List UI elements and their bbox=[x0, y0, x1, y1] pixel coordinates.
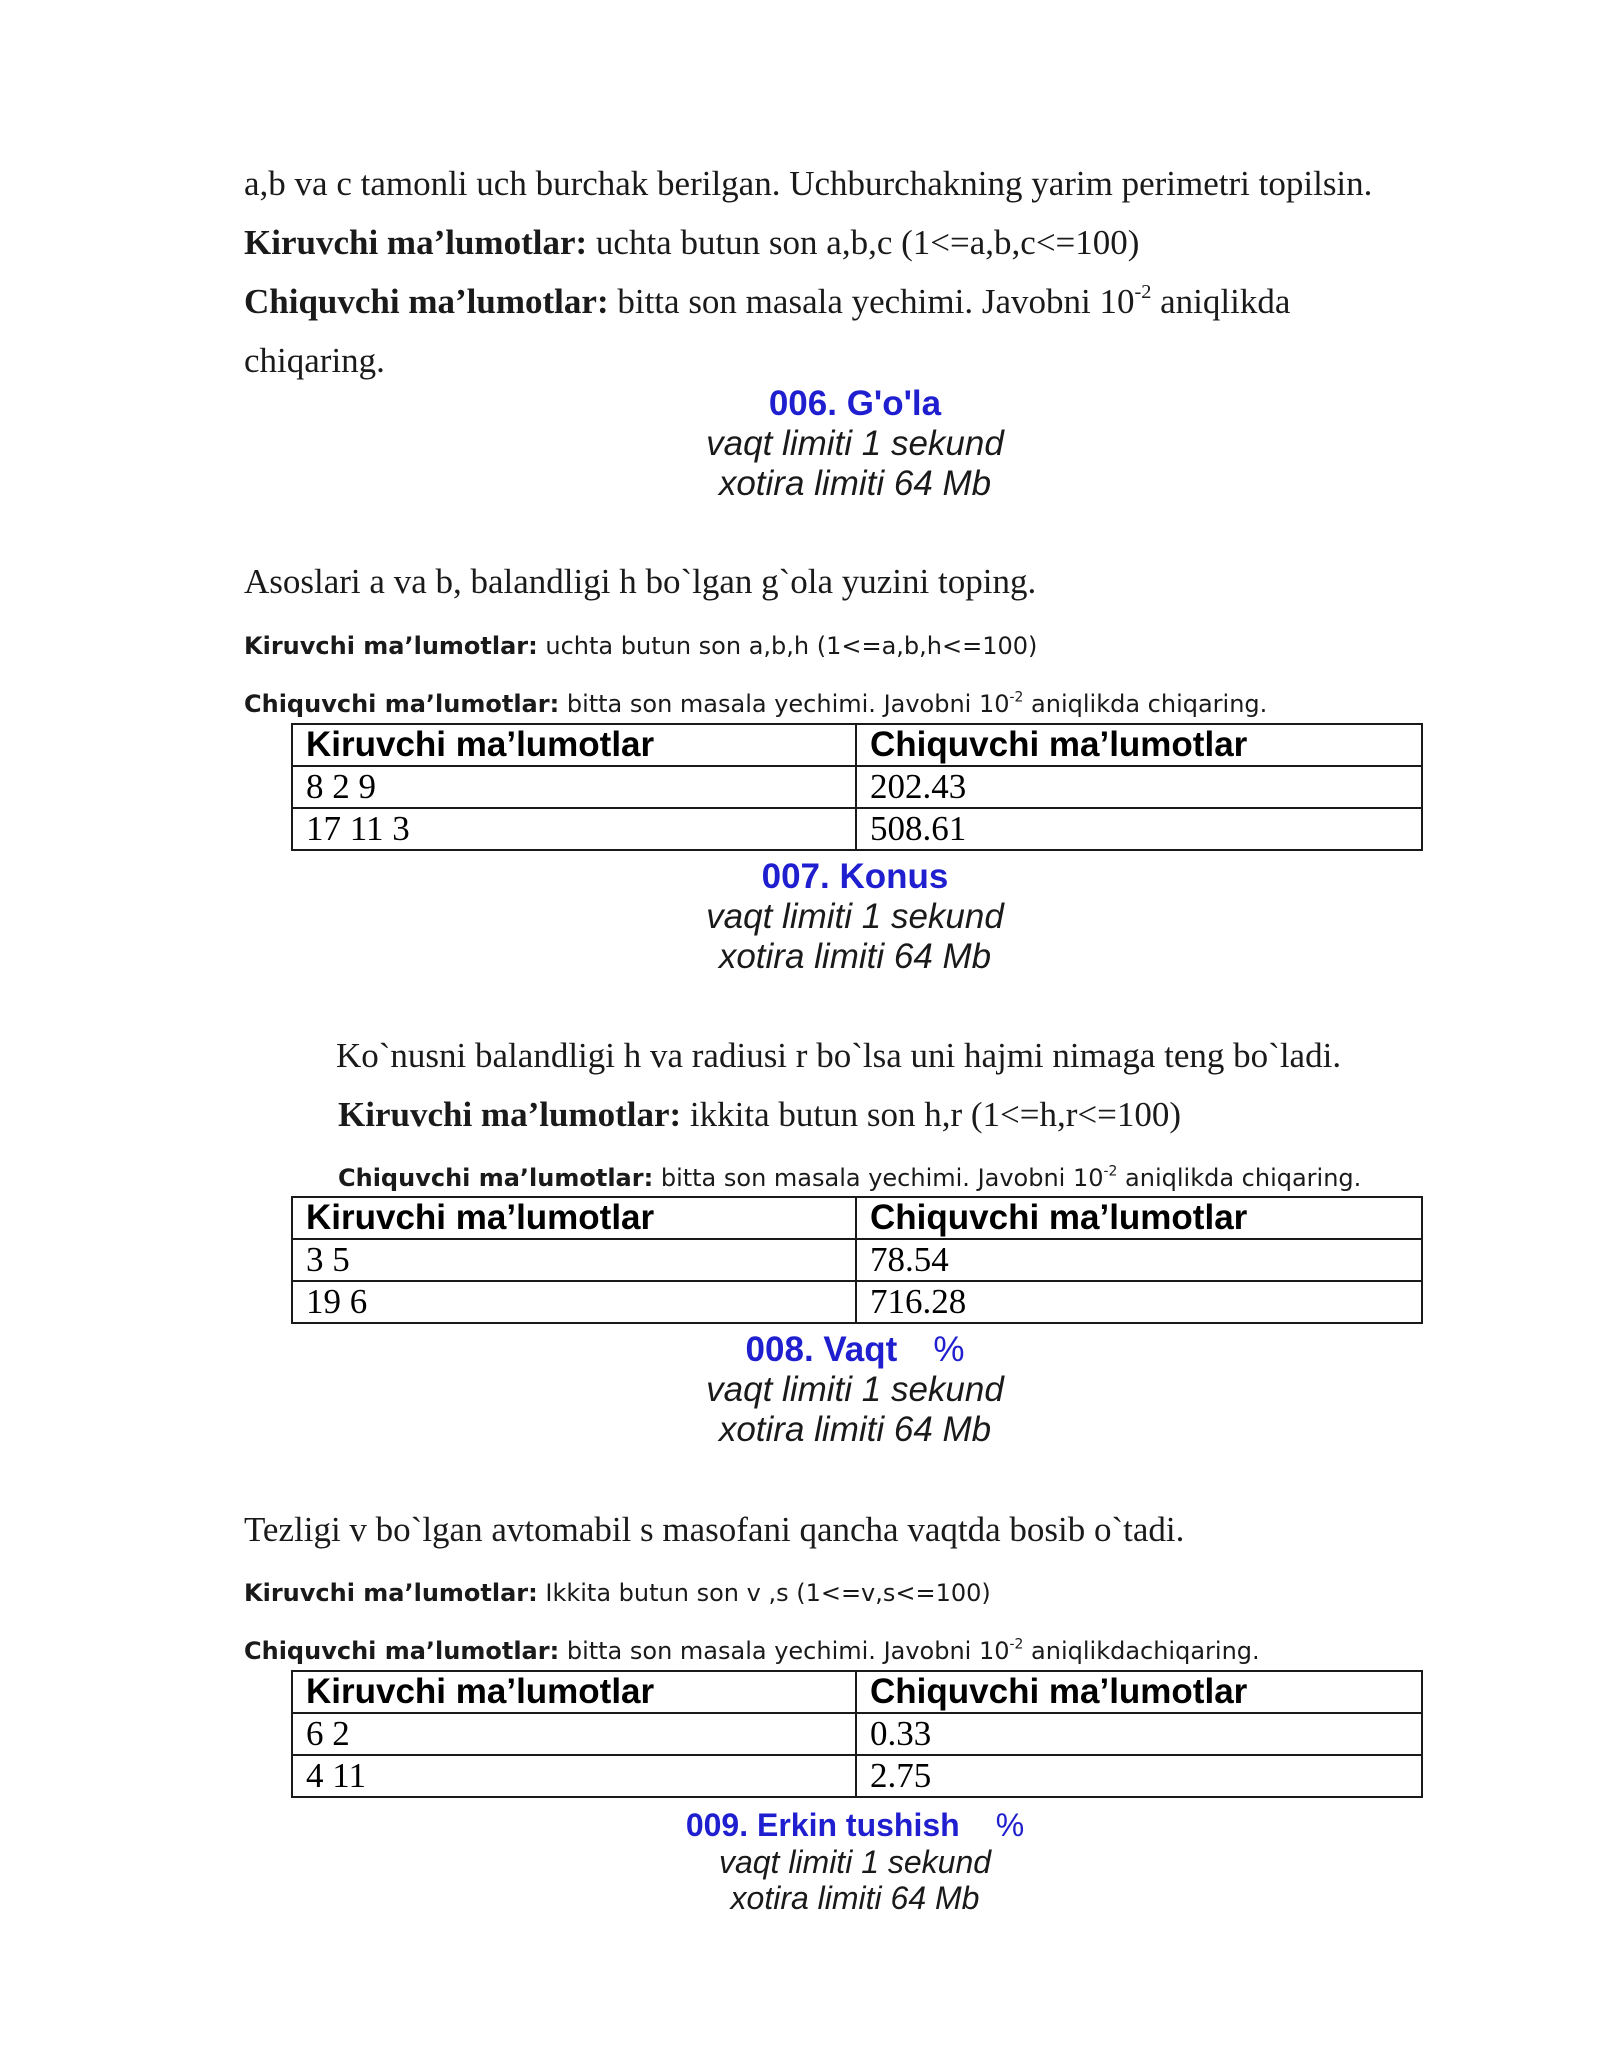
time-limit: vaqt limiti 1 sekund bbox=[706, 897, 1004, 936]
problem-title-007: 007. Konus bbox=[761, 857, 949, 896]
table-cell: 17 11 3 bbox=[292, 808, 856, 850]
example-table bbox=[291, 1670, 1423, 1798]
problem-title-006: 006. G'o'la bbox=[768, 384, 942, 423]
column-header-output: Chiquvchi ma’lumotlar bbox=[856, 1671, 1422, 1713]
column-header-output: Chiquvchi ma’lumotlar bbox=[856, 1197, 1422, 1239]
table-row bbox=[292, 1755, 1422, 1797]
problem-statement: Ko`nusni balandligi h va radiusi r bo`lsa uni hajmi nimaga teng bo`ladi. bbox=[336, 1036, 1342, 1075]
input-spec: Kiruvchi ma’lumotlar: uchta butun son a,b,c (1<=a,b,c<=100) bbox=[244, 223, 1140, 262]
output-spec: Chiquvchi ma’lumotlar: bitta son masala yechimi. Javobni $10^{-2}$ aniqlikda chiqaring. bbox=[338, 1163, 1362, 1192]
output-spec: Chiquvchi ma’lumotlar: bitta son masala yechimi. Javobni $10^{-2}$ aniqlikdachiqaring. bbox=[244, 1636, 1260, 1665]
problem-statement: Tezligi v bo`lgan avtomabil s masofani qancha vaqtda bosib o`tadi. bbox=[244, 1510, 1185, 1549]
table-cell: 202.43 bbox=[856, 766, 1422, 808]
input-spec: Kiruvchi ma’lumotlar: ikkita butun son h,r (1<=h,r<=100) bbox=[338, 1095, 1182, 1134]
table-cell: 0.33 bbox=[856, 1713, 1422, 1755]
memory-limit: xotira limiti 64 Mb bbox=[718, 464, 992, 503]
problem-statement: a,b va c tamonli uch burchak berilgan. Uchburchakning yarim perimetri topilsin. bbox=[244, 164, 1373, 203]
table-row bbox=[292, 1281, 1422, 1323]
memory-limit: xotira limiti 64 Mb bbox=[718, 937, 992, 976]
table-cell: 4 11 bbox=[292, 1755, 856, 1797]
example-table bbox=[291, 1196, 1423, 1324]
table-row bbox=[292, 1713, 1422, 1755]
output-spec: Chiquvchi ma’lumotlar: bitta son masala yechimi. Javobni $10^{-2}$ aniqlikda chiqaring. bbox=[244, 689, 1268, 718]
problem-title-008: 008. Vaqt % bbox=[745, 1330, 965, 1369]
column-header-input: Kiruvchi ma’lumotlar bbox=[292, 1671, 856, 1713]
column-header-output: Chiquvchi ma’lumotlar bbox=[856, 724, 1422, 766]
column-header-input: Kiruvchi ma’lumotlar bbox=[292, 724, 856, 766]
table-cell: 508.61 bbox=[856, 808, 1422, 850]
table-cell: 3 5 bbox=[292, 1239, 856, 1281]
table-row bbox=[292, 766, 1422, 808]
input-spec: Kiruvchi ma’lumotlar: Ikkita butun son v ,s (1<=v,s<=100) bbox=[244, 1579, 991, 1607]
output-spec: Chiquvchi ma’lumotlar: bitta son masala yechimi. Javobni $10^{-2}$ aniqlikda bbox=[244, 280, 1291, 321]
column-header-input: Kiruvchi ma’lumotlar bbox=[292, 1197, 856, 1239]
memory-limit: xotira limiti 64 Mb bbox=[718, 1410, 992, 1449]
problem-statement: Asoslari a va b, balandligi h bo`lgan g`ola yuzini toping. bbox=[244, 562, 1037, 601]
memory-limit: xotira limiti 64 Mb bbox=[730, 1880, 980, 1916]
table-cell: 716.28 bbox=[856, 1281, 1422, 1323]
table-row bbox=[292, 808, 1422, 850]
table-cell: 8 2 9 bbox=[292, 766, 856, 808]
table-header-row bbox=[292, 724, 1422, 766]
example-table bbox=[291, 723, 1423, 851]
input-spec: Kiruvchi ma’lumotlar: uchta butun son a,b,h (1<=a,b,h<=100) bbox=[244, 632, 1038, 660]
table-cell: 2.75 bbox=[856, 1755, 1422, 1797]
table-row bbox=[292, 1239, 1422, 1281]
table-cell: 78.54 bbox=[856, 1239, 1422, 1281]
time-limit: vaqt limiti 1 sekund bbox=[706, 1370, 1004, 1409]
table-cell: 19 6 bbox=[292, 1281, 856, 1323]
percent-mark: % bbox=[995, 1807, 1025, 1843]
output-spec-continued: chiqaring. bbox=[244, 341, 385, 380]
table-header-row bbox=[292, 1671, 1422, 1713]
time-limit: vaqt limiti 1 sekund bbox=[718, 1844, 992, 1880]
table-cell: 6 2 bbox=[292, 1713, 856, 1755]
problem-title-009: 009. Erkin tushish % bbox=[685, 1807, 1025, 1843]
table-header-row bbox=[292, 1197, 1422, 1239]
time-limit: vaqt limiti 1 sekund bbox=[706, 424, 1004, 463]
percent-mark: % bbox=[933, 1330, 965, 1369]
